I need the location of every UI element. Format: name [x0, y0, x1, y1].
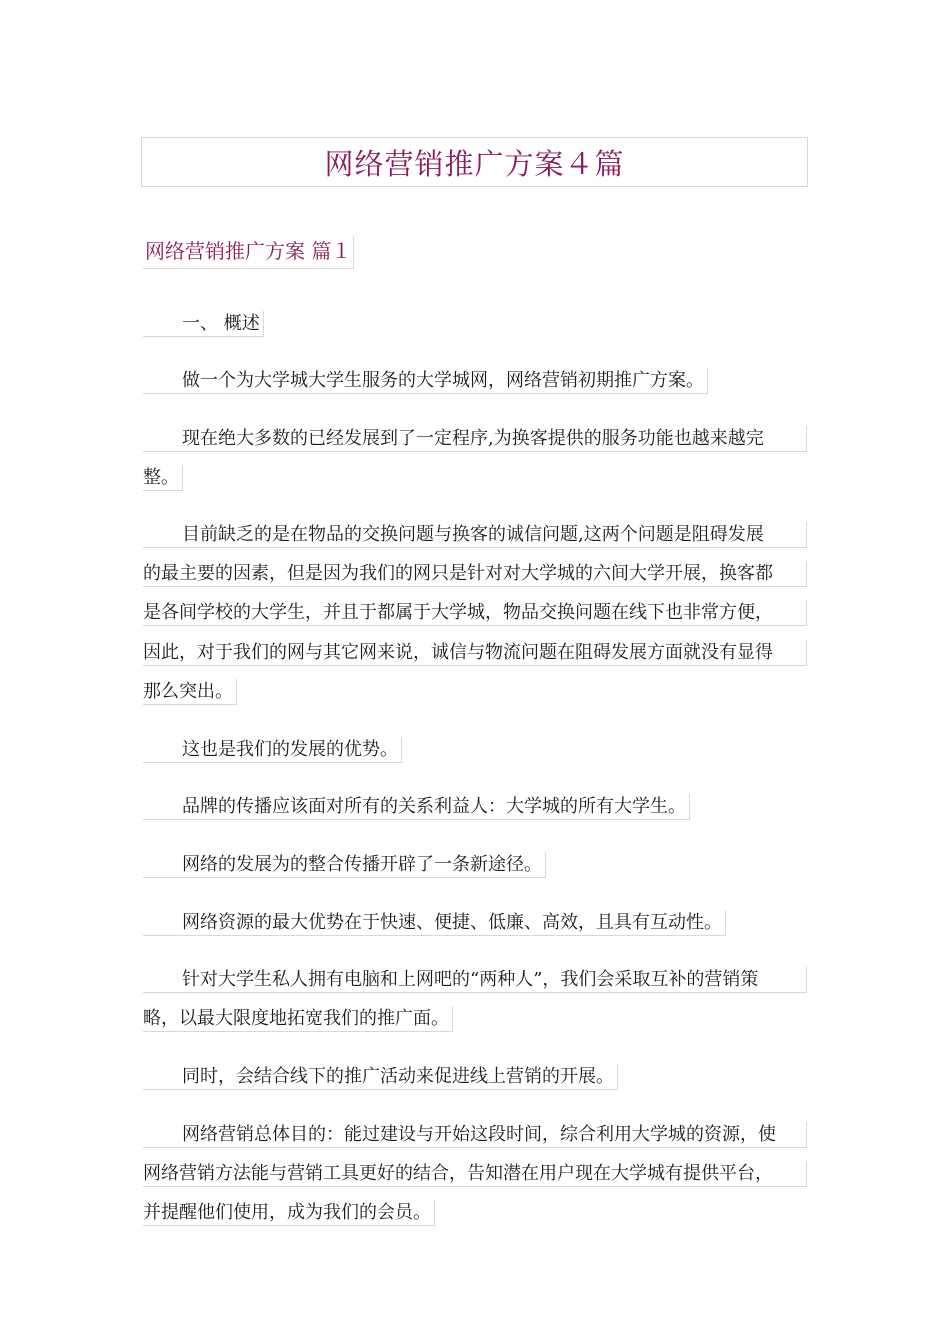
paragraph-line: 这也是我们的发展的优势。: [143, 737, 402, 763]
paragraph-line: 的最主要的因素，但是因为我们的网只是针对对大学城的六间大学开展，换客都: [143, 561, 807, 587]
paragraph-line: 是各间学校的大学生，并且于都属于大学城，物品交换问题在线下也非常方便，: [143, 600, 807, 626]
section-heading: 网络营销推广方案 篇１: [143, 236, 354, 269]
paragraph-line: 整。: [143, 465, 183, 491]
paragraph-line: 因此，对于我们的网与其它网来说，诚信与物流问题在阻碍发展方面就没有显得: [143, 640, 807, 666]
paragraph-line: 现在绝大多数的已经发展到了一定程序,为换客提供的服务功能也越来越完: [143, 426, 807, 452]
paragraph-line: 并提醒他们使用，成为我们的会员。: [143, 1200, 435, 1226]
paragraph-line: 同时，会结合线下的推广活动来促进线上营销的开展。: [143, 1064, 618, 1090]
paragraph-line: 品牌的传播应该面对所有的关系利益人：大学城的所有大学生。: [143, 794, 690, 820]
paragraph-line: 一、 概述: [143, 311, 264, 337]
paragraph-line: 网络营销总体目的：能过建设与开始这段时间，综合利用大学城的资源，使: [143, 1122, 807, 1148]
document-title-box: [141, 137, 808, 187]
paragraph-line: 针对大学生私人拥有电脑和上网吧的“两种人”，我们会采取互补的营销策: [143, 967, 807, 993]
paragraph-line: 网络的发展为的整合传播开辟了一条新途径。: [143, 852, 546, 878]
paragraph-line: 网络营销方法能与营销工具更好的结合，告知潜在用户现在大学城有提供平台，: [143, 1161, 807, 1187]
paragraph-line: 网络资源的最大优势在于快速、便捷、低廉、高效，且具有互动性。: [143, 910, 726, 936]
paragraph-line: 做一个为大学城大学生服务的大学城网，网络营销初期推广方案。: [143, 368, 708, 394]
document-title: 网络营销推广方案４篇: [324, 146, 625, 181]
paragraph-line: 那么突出。: [143, 679, 237, 705]
paragraph-line: 目前缺乏的是在物品的交换问题与换客的诚信问题,这两个问题是阻碍发展: [143, 522, 807, 548]
paragraph-line: 略，以最大限度地拓宽我们的推广面。: [143, 1006, 453, 1032]
